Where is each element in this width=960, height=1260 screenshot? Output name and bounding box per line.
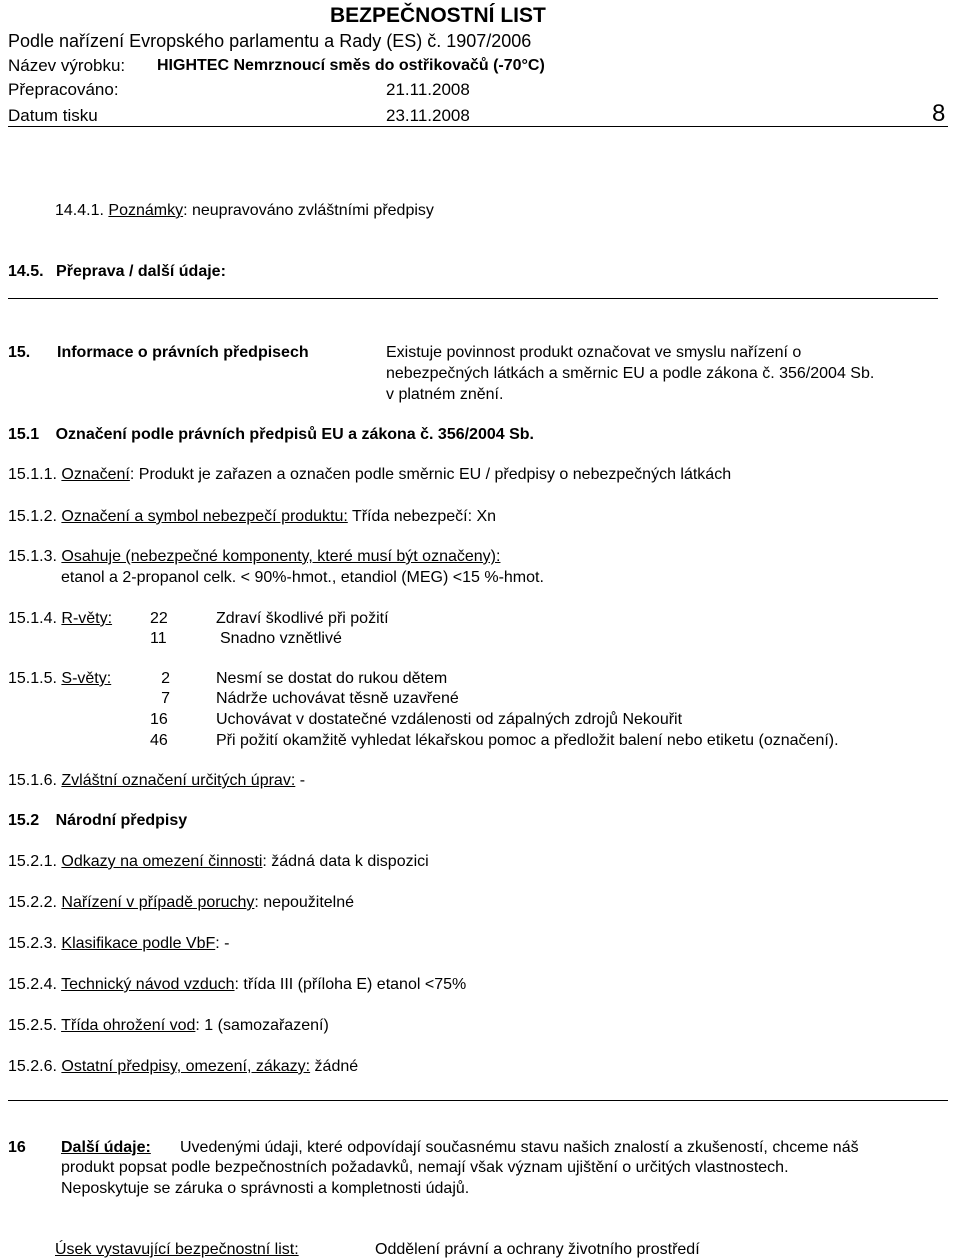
section-text: : Produkt je zařazen a označen podle směrnic EU / předpisy o nebezpečných látkách bbox=[129, 466, 732, 483]
section-number: 15.2.4. bbox=[8, 976, 57, 993]
section-15-1-2 bbox=[8, 507, 496, 527]
section-label: Klasifikace podle VbF bbox=[61, 935, 216, 952]
regulation-line: Podle nařízení Evropského parlamentu a Rady (ES) č. 1907/2006 bbox=[8, 31, 532, 51]
r-phrase-text: Zdraví škodlivé při požití bbox=[216, 610, 389, 627]
section-text: : třída III (příloha E) etanol <75% bbox=[234, 976, 467, 993]
s-phrase-text: Nesmí se dostat do rukou dětem bbox=[216, 670, 448, 687]
section-16-text-3: Neposkytuje se záruka o správnosti a kompletnosti údajů. bbox=[61, 1180, 470, 1197]
header-rule bbox=[8, 126, 948, 127]
section-15-1 bbox=[8, 425, 534, 445]
section-15-1-1 bbox=[8, 465, 731, 485]
section-label: Nařízení v případě poruchy bbox=[61, 894, 255, 911]
section-label: Označení bbox=[61, 466, 130, 483]
s-phrase-text: Nádrže uchovávat těsně uzavřené bbox=[216, 690, 459, 707]
section-15-1-5 bbox=[8, 669, 111, 689]
section-rule bbox=[8, 298, 938, 299]
section-label: S-věty: bbox=[61, 670, 112, 687]
s-phrase-code: 2 bbox=[161, 670, 170, 687]
section-15-number: 15. bbox=[8, 344, 31, 361]
section-15-1-4 bbox=[8, 609, 112, 629]
section-15-2-4 bbox=[8, 975, 466, 995]
section-label: Přeprava / další údaje: bbox=[56, 263, 226, 280]
s-phrase-code: 16 bbox=[150, 711, 168, 728]
revised-label: Přepracováno: bbox=[8, 80, 119, 99]
section-14-4-1 bbox=[55, 201, 434, 221]
section-number: 15.1.6. bbox=[8, 772, 57, 789]
page-number: 8 bbox=[932, 100, 946, 127]
section-number: 15.1.5. bbox=[8, 670, 57, 687]
section-15-2-5 bbox=[8, 1016, 329, 1036]
section-16-text-1: Uvedenými údaji, které odpovídají současnému stavu našich znalostí a zkušeností, chceme náš bbox=[180, 1139, 859, 1156]
section-number: 15.2.3. bbox=[8, 935, 57, 952]
document-title: BEZPEČNOSTNÍ LIST bbox=[330, 4, 546, 27]
section-14-5 bbox=[8, 262, 226, 282]
section-15-title: Informace o právních předpisech bbox=[57, 344, 309, 361]
s-phrase-code: 7 bbox=[161, 690, 170, 707]
section-label: Ostatní předpisy, omezení, zákazy: bbox=[61, 1058, 311, 1075]
product-label: Název výrobku: bbox=[8, 56, 126, 75]
section-label: R-věty: bbox=[61, 610, 113, 627]
print-date-label: Datum tisku bbox=[8, 106, 98, 125]
section-label: Odkazy na omezení činnosti bbox=[61, 853, 263, 870]
section-text: : nepoužitelné bbox=[254, 894, 355, 911]
section-15-text-1: Existuje povinnost produkt označovat ve smyslu nařízení o bbox=[386, 344, 802, 361]
section-text: : - bbox=[215, 935, 230, 952]
section-number: 15.2.2. bbox=[8, 894, 57, 911]
section-15-1-6 bbox=[8, 771, 305, 791]
section-rule bbox=[8, 1100, 948, 1101]
section-number: 14.4.1. bbox=[55, 202, 104, 219]
product-name: HIGHTEC Nemrznoucí směs do ostřikovačů (-70°C) bbox=[157, 57, 545, 74]
section-15-text-3: v platném znění. bbox=[386, 386, 504, 403]
section-number: 15.2.1. bbox=[8, 853, 57, 870]
section-15-text-2: nebezpečných látkách a směrnic EU a podle zákona č. 356/2004 Sb. bbox=[386, 365, 875, 382]
s-phrase-text: Při požití okamžitě vyhledat lékařskou pomoc a předložit balení nebo etiketu (označení). bbox=[216, 732, 839, 749]
print-date: 23.11.2008 bbox=[386, 106, 470, 125]
section-15-1-3 bbox=[8, 547, 500, 567]
section-number: 14.5. bbox=[8, 263, 44, 280]
section-text: : 1 (samozařazení) bbox=[195, 1017, 329, 1034]
section-number: 15.1.2. bbox=[8, 508, 57, 525]
section-label: Technický návod vzduch bbox=[61, 976, 235, 993]
section-label: Osahuje (nebezpečné komponenty, které musí být označeny): bbox=[61, 548, 501, 565]
issuing-department: Oddělení právní a ochrany životního prostředí bbox=[375, 1241, 700, 1258]
section-number: 15.1.4. bbox=[8, 610, 57, 627]
section-number: 15.2 bbox=[8, 812, 40, 829]
s-phrase-code: 46 bbox=[150, 732, 168, 749]
section-title: Označení podle právních předpisů EU a zákona č. 356/2004 Sb. bbox=[55, 426, 534, 443]
r-phrase-code: 11 bbox=[150, 630, 167, 647]
section-16-number: 16 bbox=[8, 1139, 26, 1156]
s-phrase-text: Uchovávat v dostatečné vzdálenosti od zápalných zdrojů Nekouřit bbox=[216, 711, 683, 728]
section-text: : žádná data k dispozici bbox=[262, 853, 429, 870]
section-15-2-2 bbox=[8, 893, 354, 913]
section-16-label: Další údaje: bbox=[61, 1139, 151, 1156]
section-15-2-3 bbox=[8, 934, 229, 954]
revised-date: 21.11.2008 bbox=[386, 80, 470, 99]
section-16-text-2: produkt popsat podle bezpečnostních požadavků, nemají však význam ujištění o určitých vlastnostech. bbox=[61, 1159, 789, 1176]
section-15-2 bbox=[8, 811, 187, 831]
section-label: Zvláštní označení určitých úprav: bbox=[61, 772, 296, 789]
section-number: 15.2.6. bbox=[8, 1058, 57, 1075]
section-label: Třída ohrožení vod bbox=[61, 1017, 196, 1034]
section-number: 15.1.3. bbox=[8, 548, 57, 565]
section-number: 15.2.5. bbox=[8, 1017, 57, 1034]
section-label: Označení a symbol nebezpečí produktu: bbox=[61, 508, 348, 525]
r-phrase-text: Snadno vznětlivé bbox=[220, 630, 342, 647]
section-title: Národní předpisy bbox=[55, 812, 188, 829]
section-number: 15.1.1. bbox=[8, 466, 57, 483]
section-text: Třída nebezpečí: Xn bbox=[347, 508, 497, 525]
section-15-2-1 bbox=[8, 852, 429, 872]
r-phrase-code: 22 bbox=[150, 610, 168, 627]
issuing-department-label: Úsek vystavující bezpečnostní list: bbox=[55, 1241, 299, 1258]
section-text: - bbox=[295, 772, 306, 789]
components-text: etanol a 2-propanol celk. < 90%-hmot., etandiol (MEG) <15 %-hmot. bbox=[61, 569, 544, 586]
section-label: Poznámky bbox=[108, 202, 184, 219]
section-text: žádné bbox=[310, 1058, 359, 1075]
section-number: 15.1 bbox=[8, 426, 40, 443]
section-text: : neupravováno zvláštními předpisy bbox=[183, 202, 434, 219]
section-15-2-6 bbox=[8, 1057, 358, 1077]
